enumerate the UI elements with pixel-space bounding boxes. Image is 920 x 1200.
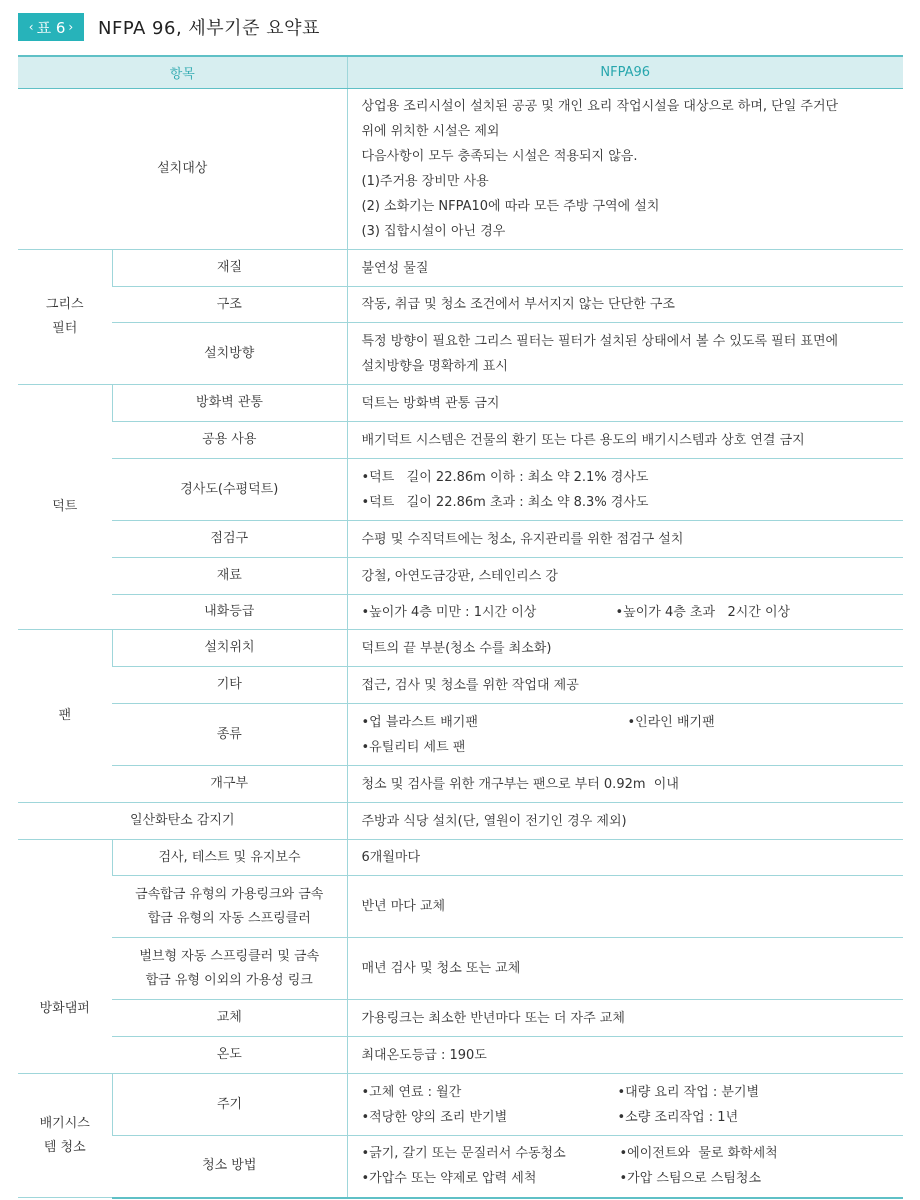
group-label-line: 필터 — [52, 321, 78, 336]
text-line: 상업용 조리시설이 설치된 공공 및 개인 요리 작업시설을 대상으로 하며, 단일 주거단 — [361, 99, 839, 114]
row-label-line: 금속합금 유형의 가용링크와 금속 — [135, 886, 324, 902]
table-row — [18, 323, 903, 385]
table-row — [18, 840, 903, 876]
table-row — [18, 938, 903, 1000]
row-content — [347, 704, 903, 766]
row-label: 점검구 — [112, 521, 347, 558]
nfpa96-summary-table — [18, 55, 903, 1199]
text-item: •대량 요리 작업 : 분기별 — [617, 1084, 760, 1100]
table-row — [18, 521, 903, 558]
table-row — [18, 1037, 903, 1074]
row-content: 6개월마다 — [347, 840, 903, 876]
chevron-left-icon: ‹ — [28, 20, 34, 34]
text-item: •에이전트와 물로 화학세척 — [619, 1146, 778, 1162]
group-label-line: 템 청소 — [43, 1139, 86, 1155]
row-content: 최대온도등급 : 190도 — [347, 1037, 903, 1074]
row-content — [347, 323, 903, 385]
text-line: (3) 집합시설이 아닌 경우 — [361, 224, 506, 239]
table-caption — [18, 13, 320, 41]
row-content: 불연성 물질 — [347, 250, 903, 287]
row-content — [347, 1136, 903, 1198]
header-item: 항목 — [18, 56, 347, 89]
text-line: 위에 위치한 시설은 제외 — [361, 124, 500, 139]
row-content: 수평 및 수직덕트에는 청소, 유지관리를 위한 점검구 설치 — [347, 521, 903, 558]
row-content: 매년 검사 및 청소 또는 교체 — [347, 938, 903, 1000]
row-content: 주방과 식당 설치(단, 열원이 전기인 경우 제외) — [347, 803, 903, 840]
table-row — [18, 630, 903, 667]
table-row — [18, 89, 903, 250]
table-row — [18, 667, 903, 704]
table-row — [18, 385, 903, 422]
text-item: •고체 연료 : 월간 — [361, 1084, 462, 1100]
group-label-line: 배기시스 — [39, 1115, 90, 1131]
row-label — [112, 938, 347, 1000]
row-label — [112, 876, 347, 938]
table-row — [18, 1000, 903, 1037]
text-item: •가압 스팀으로 스팀청소 — [619, 1171, 762, 1187]
row-label: 교체 — [112, 1000, 347, 1037]
row-content: 강철, 아연도금강판, 스테인리스 강 — [347, 558, 903, 595]
row-label: 기타 — [112, 667, 347, 704]
row-label: 구조 — [112, 287, 347, 323]
text-item: •적당한 양의 조리 반기별 — [361, 1109, 508, 1125]
row-content: 반년 마다 교체 — [347, 876, 903, 938]
row-label-line: 벌브형 자동 스프링클러 및 금속 — [139, 948, 320, 964]
text-line: (1)주거용 장비만 사용 — [361, 174, 489, 189]
group-label: 덕트 — [18, 385, 112, 630]
group-label — [18, 250, 112, 385]
row-content: 가용링크는 최소한 반년마다 또는 더 자주 교체 — [347, 1000, 903, 1037]
header-row — [18, 56, 903, 89]
text-line: 설치방향을 명확하게 표시 — [361, 358, 508, 374]
row-content: 청소 및 검사를 위한 개구부는 팬으로 부터 0.92m 이내 — [347, 766, 903, 803]
table-title: NFPA 96, 세부기준 요약표 — [98, 18, 320, 39]
table-row — [18, 1136, 903, 1198]
row-content: 배기덕트 시스템은 건물의 환기 또는 다른 용도의 배기시스템과 상호 연결 금지 — [347, 422, 903, 459]
text-item: •인라인 배기팬 — [627, 714, 715, 730]
row-label: 내화등급 — [112, 595, 347, 630]
row-label: 개구부 — [112, 766, 347, 803]
table-number-label: 표 6 — [36, 18, 66, 37]
row-label: 재질 — [112, 250, 347, 287]
row-content — [347, 89, 903, 250]
table-row — [18, 766, 903, 803]
group-label-line: 그리스 — [45, 297, 84, 312]
row-content: 덕트의 끝 부분(청소 수를 최소화) — [347, 630, 903, 667]
group-label — [18, 1074, 112, 1198]
row-label: 일산화탄소 감지기 — [18, 803, 347, 840]
text-item: •업 블라스트 배기팬 — [361, 714, 478, 730]
row-label: 공용 사용 — [112, 422, 347, 459]
row-label: 설치방향 — [112, 323, 347, 385]
table-row — [18, 287, 903, 323]
row-label: 주기 — [112, 1074, 347, 1136]
table-row — [18, 250, 903, 287]
text-line: •덕트 길이 22.86m 초과 : 최소 약 8.3% 경사도 — [361, 494, 649, 510]
row-content: 덕트는 방화벽 관통 금지 — [347, 385, 903, 422]
table-row — [18, 595, 903, 630]
text-line: •덕트 길이 22.86m 이하 : 최소 약 2.1% 경사도 — [361, 469, 649, 485]
row-label: 설치대상 — [18, 89, 347, 250]
row-label-line: 합금 유형 이외의 가용성 링크 — [145, 972, 313, 988]
row-label: 설치위치 — [112, 630, 347, 667]
text-line: (2) 소화기는 NFPA10에 따라 모든 주방 구역에 설치 — [361, 199, 660, 214]
row-label: 종류 — [112, 704, 347, 766]
row-label: 방화벽 관통 — [112, 385, 347, 422]
chevron-right-icon: › — [68, 20, 74, 34]
table-row — [18, 422, 903, 459]
row-label: 온도 — [112, 1037, 347, 1074]
row-label: 재료 — [112, 558, 347, 595]
text-item: •높이가 4층 미만 : 1시간 이상 — [361, 604, 537, 620]
row-content: 작동, 취급 및 청소 조건에서 부서지지 않는 단단한 구조 — [347, 287, 903, 323]
text-item: •유틸리티 세트 팬 — [361, 739, 466, 755]
table-number-badge — [18, 13, 84, 41]
table-row — [18, 704, 903, 766]
row-label: 경사도(수평덕트) — [112, 459, 347, 521]
row-content — [347, 1074, 903, 1136]
text-item: •가압수 또는 약제로 압력 세척 — [361, 1171, 537, 1187]
text-line: 특정 방향이 필요한 그리스 필터는 필터가 설치된 상태에서 볼 수 있도록 필터 표면에 — [361, 333, 839, 349]
text-line: 다음사항이 모두 충족되는 시설은 적용되지 않음. — [361, 149, 638, 164]
table-row — [18, 558, 903, 595]
text-item: •높이가 4층 초과 2시간 이상 — [615, 604, 791, 620]
row-content — [347, 459, 903, 521]
row-label: 청소 방법 — [112, 1136, 347, 1198]
row-label: 검사, 테스트 및 유지보수 — [112, 840, 347, 876]
row-content: 접근, 검사 및 청소를 위한 작업대 제공 — [347, 667, 903, 704]
table-row — [18, 459, 903, 521]
header-standard: NFPA96 — [347, 56, 903, 89]
table-row — [18, 1074, 903, 1136]
row-label-line: 합금 유형의 자동 스프링클러 — [147, 910, 311, 926]
table-row — [18, 803, 903, 840]
group-label: 팬 — [18, 630, 112, 803]
text-item: •소량 조리작업 : 1년 — [617, 1109, 739, 1125]
row-content — [347, 595, 903, 630]
text-item: •긁기, 갈기 또는 문질러서 수동청소 — [361, 1146, 566, 1162]
group-label: 방화댐퍼 — [18, 840, 112, 1074]
table-row — [18, 876, 903, 938]
